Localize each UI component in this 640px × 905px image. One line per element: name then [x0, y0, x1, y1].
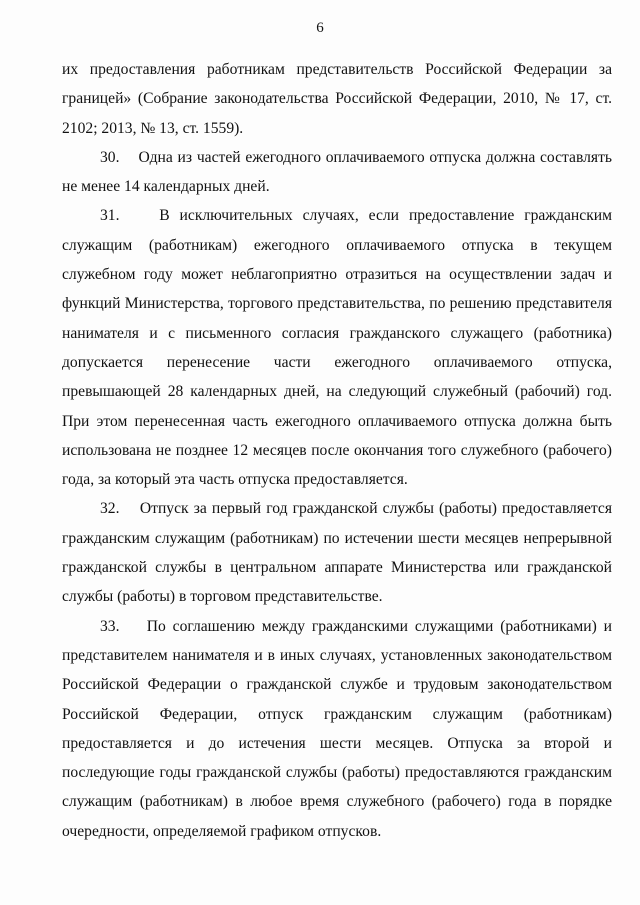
- page-number: 6: [316, 20, 324, 36]
- paragraph-item-32: 32. Отпуск за первый год гражданской службы (работы) предоставляется гражданским служащим (работникам) по истечении шести месяцев непрерывной гражданской службы в центральном аппарате Министерства или гражданской службы (работы) в торговом представительстве.: [62, 500, 612, 606]
- paragraph-item-33: 33. По соглашению между гражданскими служащими (работниками) и представителем нанимателя и в иных случаях, установленных законодательством Российской Федерации о гражданской службе и трудовым законодательством Российской Федерации, отпуск гражданским служащим (работникам) предоставляется и до истечения шести месяцев. Отпуска за второй и последующие годы гражданской службы (работы) предоставляются гражданским служащим (работникам) в любое время служебного (рабочего) года в порядке очередности, определяемой графиком отпусков.: [62, 617, 612, 840]
- document-body: [62, 55, 612, 846]
- paragraph-continuation: их предоставления работникам представительств Российской Федерации за границей» (Собрание законодательства Российской Федерации, 2010, № 17, ст. 2102; 2013, № 13, ст. 1559).: [62, 61, 612, 137]
- paragraph-item-30: 30. Одна из частей ежегодного оплачиваемого отпуска должна составлять не менее 14 календарных дней.: [62, 148, 612, 196]
- paragraph-item-31: 31. В исключительных случаях, если предоставление гражданским служащим (работникам) ежегодного оплачиваемого отпуска в текущем служебном году может неблагоприятно отразиться на осуществлении задач и функций Министерства, торгового представительства, по решению представителя нанимателя и с письменного согласия гражданского служащего (работника) допускается перенесение части ежегодного оплачиваемого отпуска, превышающей 28 календарных дней, на следующий служебный (рабочий) год. При этом перенесенная часть ежегодного оплачиваемого отпуска должна быть использована не позднее 12 месяцев после окончания того служебного (рабочего) года, за который эта часть отпуска предоставляется.: [62, 207, 612, 489]
